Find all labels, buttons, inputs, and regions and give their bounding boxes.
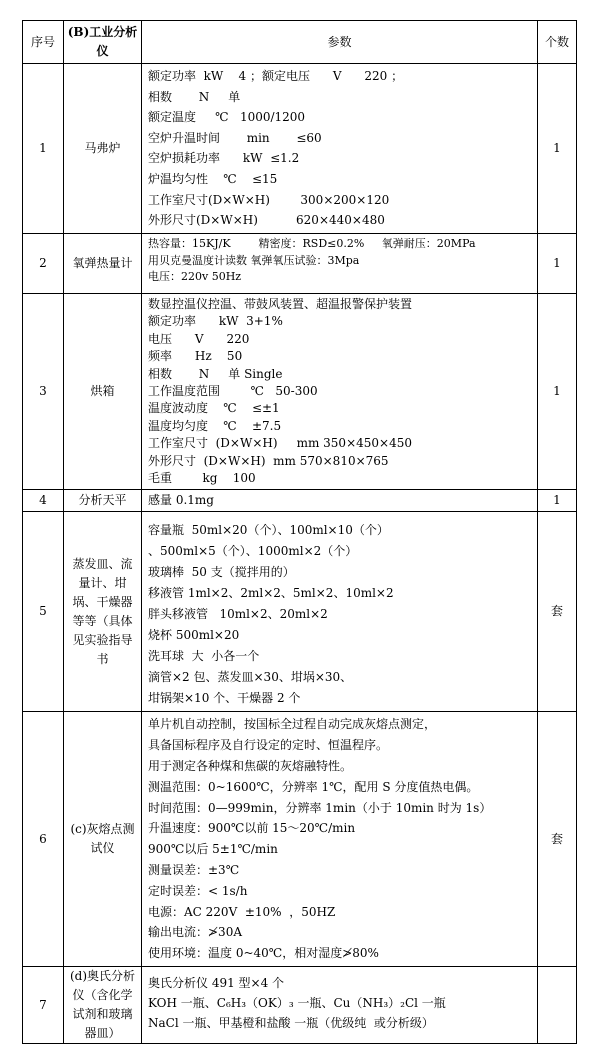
param-line: 移液管 1ml×2、2ml×2、5ml×2、10ml×2 — [148, 586, 394, 601]
row-count — [538, 967, 577, 1044]
param-line: 900℃以后 5±1℃/min — [148, 842, 278, 857]
param-line: 温度均匀度 ℃ ±7.5 — [148, 418, 282, 433]
table-row — [23, 967, 577, 1044]
header-count: 个数 — [538, 21, 577, 64]
row-count: 1 — [538, 64, 577, 234]
param-line: 用于测定各种煤和焦碳的灰熔融特性。 — [148, 759, 353, 774]
param-line: 毛重 kg 100 — [148, 471, 256, 486]
param-line: 空炉损耗功率 kW ≤1.2 — [148, 151, 300, 166]
param-line: 工作室尺寸(D×W×H) 300×200×120 — [148, 192, 390, 207]
param-line: 感量 0.1mg — [148, 493, 214, 508]
row-index: 7 — [23, 967, 64, 1044]
param-line: 单片机自动控制，按国标全过程自动完成灰熔点测定， — [148, 717, 437, 732]
param-line: 时间范围：0—999min，分辨率 1min（小于 10min 时为 1s） — [148, 800, 492, 815]
header-name: (B)工业分析仪 — [64, 21, 142, 64]
param-line: 测温范围：0~1600℃，分辨率 1℃，配用 S 分度值热电偶。 — [148, 779, 479, 794]
param-line: 使用环境：温度 0~40℃，相对湿度≯80% — [148, 946, 379, 961]
param-line: 电压 V 220 — [148, 331, 250, 346]
param-line: 额定功率 kW 4 ；额定电压 V 220 ； — [148, 69, 404, 83]
param-line: NaCl 一瓶、甲基橙和盐酸 一瓶（优级纯 或分析级） — [148, 1016, 434, 1031]
param-line: 玻璃棒 50 支（搅拌用的） — [148, 565, 295, 580]
row-name: 马弗炉 — [64, 64, 142, 234]
row-params — [142, 64, 538, 234]
row-index: 1 — [23, 64, 64, 234]
row-count: 套 — [538, 712, 577, 967]
param-line: 电源：AC 220V ±10% ，50HZ — [148, 904, 336, 919]
equipment-table — [22, 20, 577, 1044]
param-line: 工作温度范围 ℃ 50-300 — [148, 384, 318, 399]
row-params — [142, 294, 538, 490]
table-row — [23, 64, 577, 234]
param-line: 温度波动度 ℃ ≤±1 — [148, 401, 280, 416]
table-row — [23, 234, 577, 294]
row-count: 1 — [538, 294, 577, 490]
row-index: 6 — [23, 712, 64, 967]
row-params — [142, 234, 538, 294]
row-params — [142, 512, 538, 712]
param-line: 滴管×2 包、蒸发皿×30、坩埚×30、 — [148, 670, 353, 685]
row-name: 分析天平 — [64, 490, 142, 512]
param-line: 数显控温仪控温、带鼓风装置、超温报警保护装置 — [148, 297, 413, 311]
row-count: 套 — [538, 512, 577, 712]
param-line: 胖头移液管 10ml×2、20ml×2 — [148, 607, 328, 622]
row-params — [142, 712, 538, 967]
param-line: 频率 Hz 50 — [148, 349, 243, 364]
param-line: 外形尺寸 (D×W×H) mm 570×810×765 — [148, 453, 389, 468]
table-row — [23, 512, 577, 712]
header-index: 序号 — [23, 21, 64, 64]
header-params: 参数 — [142, 21, 538, 64]
param-line: 外形尺寸(D×W×H) 620×440×480 — [148, 213, 385, 228]
row-count: 1 — [538, 234, 577, 294]
row-name: (c)灰熔点测试仪 — [64, 712, 142, 967]
row-index: 2 — [23, 234, 64, 294]
param-line: 相数 N 单 Single — [148, 366, 283, 381]
row-params — [142, 967, 538, 1044]
param-line: 电压：220v 50Hz — [148, 270, 242, 283]
param-line: 额定温度 ℃ 1000/1200 — [148, 110, 306, 125]
row-name: 烘箱 — [64, 294, 142, 490]
param-line: 热容量：15KJ/K 精密度：RSD≤0.2% 氧弹耐压：20MPa — [148, 237, 476, 250]
param-line: 洗耳球 大 小各一个 — [148, 649, 260, 664]
row-index: 4 — [23, 490, 64, 512]
param-line: 具备国标程序及自行设定的定时、恒温程序。 — [148, 738, 389, 753]
row-name: (d)奥氏分析仪（含化学试剂和玻璃器皿） — [64, 967, 142, 1044]
param-line: 炉温均匀性 ℃ ≤15 — [148, 171, 278, 186]
param-line: 额定功率 kW 3+1% — [148, 314, 283, 329]
param-line: 坩锅架×10 个、干燥器 2 个 — [148, 691, 301, 706]
row-params — [142, 490, 538, 512]
param-line: 空炉升温时间 min ≤60 — [148, 130, 322, 145]
param-line: 奥氏分析仪 491 型×4 个 — [148, 976, 285, 991]
row-index: 5 — [23, 512, 64, 712]
table-row — [23, 294, 577, 490]
table-row — [23, 712, 577, 967]
row-name: 蒸发皿、流量计、坩埚、干燥器等等（具体见实验指导书 — [64, 512, 142, 712]
row-index: 3 — [23, 294, 64, 490]
param-line: 测量误差：±3℃ — [148, 863, 240, 878]
param-line: 相数 N 单 — [148, 89, 241, 104]
header-row — [23, 21, 577, 64]
param-line: 定时误差：< 1s/h — [148, 883, 248, 898]
param-line: 用贝克曼温度计读数 氧弹氧压试验：3Mpa — [148, 253, 360, 267]
row-count: 1 — [538, 490, 577, 512]
param-line: 、500ml×5（个）、1000ml×2（个） — [148, 544, 358, 559]
param-line: 输出电流：≯30A — [148, 925, 242, 940]
param-line: 容量瓶 50ml×20（个）、100ml×10（个） — [148, 523, 389, 538]
param-line: 升温速度：900℃以前 15～20℃/min — [148, 821, 356, 836]
param-line: KOH 一瓶、C₆H₃（OK）₃ 一瓶、Cu（NH₃）₂Cl 一瓶 — [148, 996, 446, 1011]
param-line: 烧杯 500ml×20 — [148, 628, 240, 643]
table-row — [23, 490, 577, 512]
param-line: 工作室尺寸 (D×W×H) mm 350×450×450 — [148, 436, 412, 451]
row-name: 氧弹热量计 — [64, 234, 142, 294]
